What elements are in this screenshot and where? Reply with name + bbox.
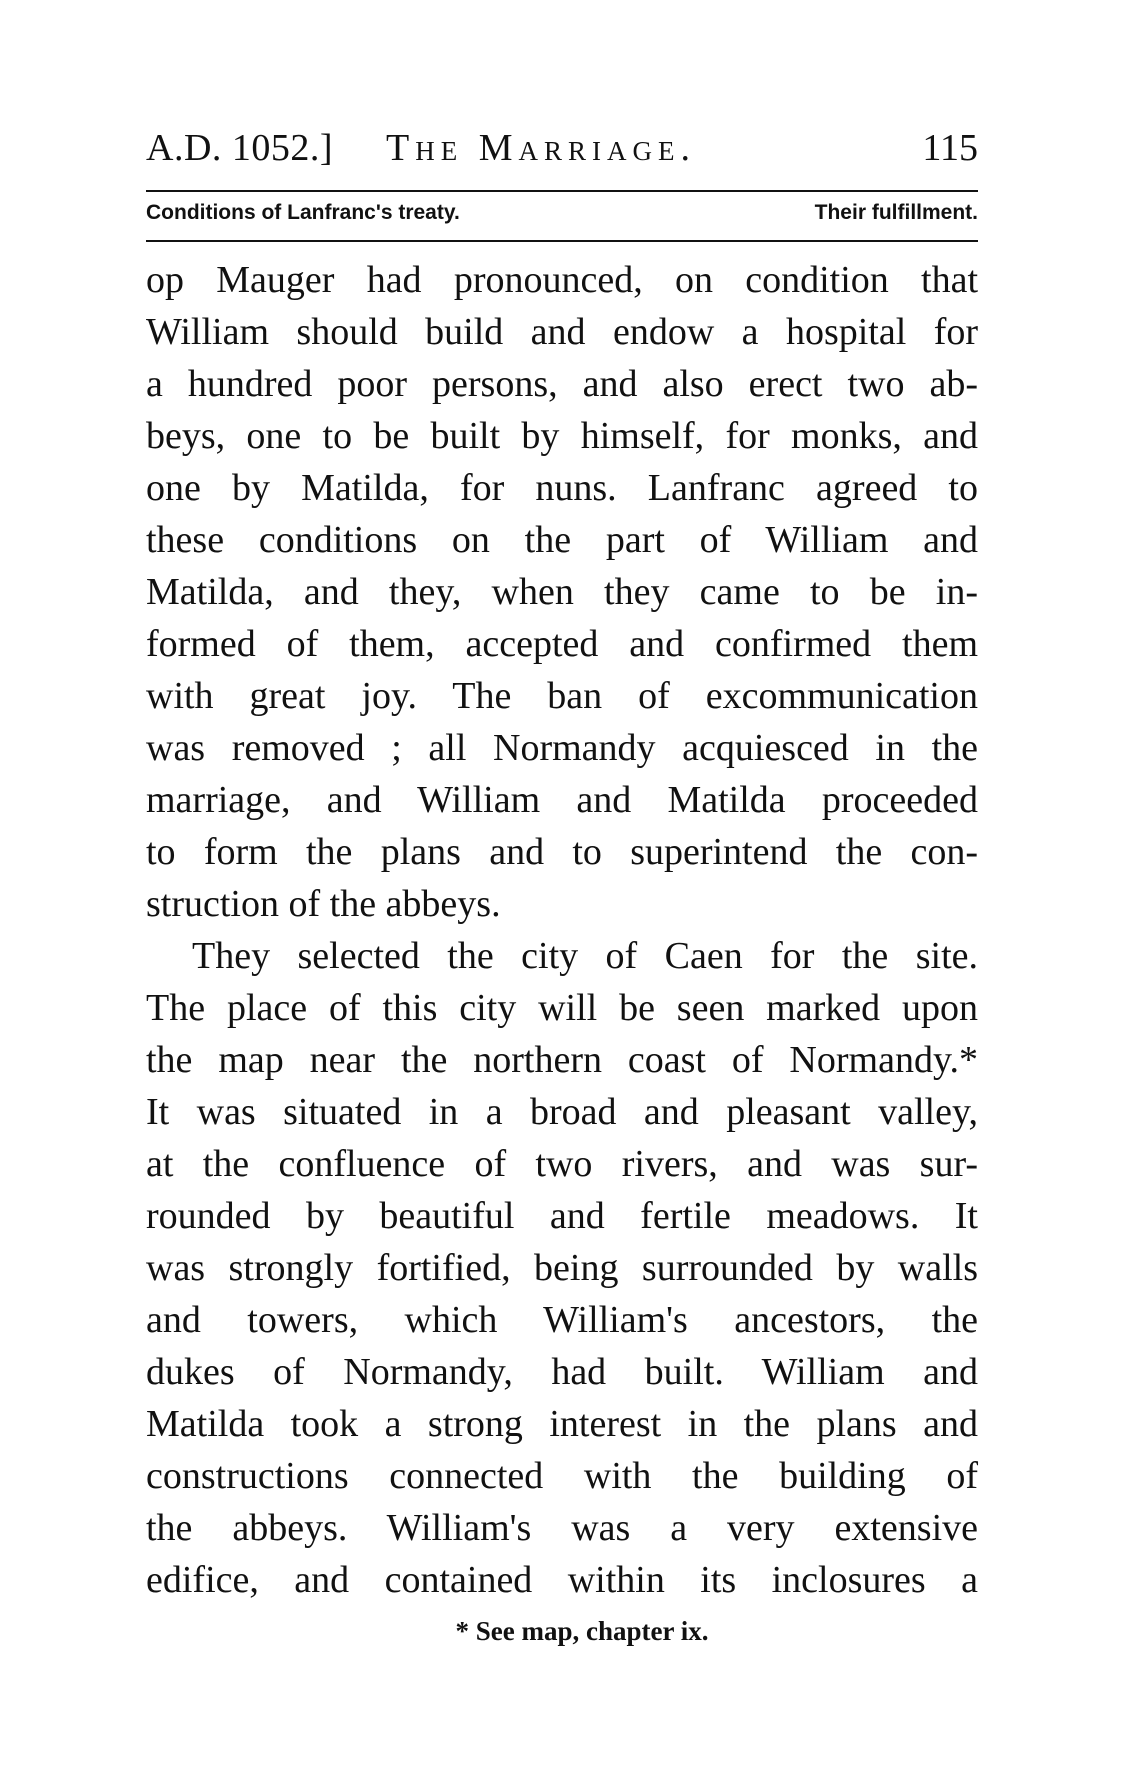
footnote-text: * See map, chapter ix. [455, 1616, 709, 1646]
body-text [146, 254, 978, 1606]
text-line: rounded by beautiful and fertile meadows. It [146, 1195, 978, 1237]
text-line: formed of them, accepted and confirmed them [146, 623, 978, 665]
text-line: struction of the abbeys. [146, 883, 501, 925]
text-line: with great joy. The ban of excommunication [146, 675, 978, 717]
text-line: at the confluence of two rivers, and was sur- [146, 1143, 978, 1185]
text-line: It was situated in a broad and pleasant valley, [146, 1091, 978, 1133]
running-head [146, 126, 978, 174]
text-line: the abbeys. William's was a very extensive [146, 1507, 978, 1549]
text-line: one by Matilda, for nuns. Lanfranc agreed to [146, 467, 978, 509]
page-number: 115 [922, 127, 978, 169]
text-line: William should build and endow a hospital for [146, 311, 978, 353]
text-line: and towers, which William's ancestors, the [146, 1299, 978, 1341]
text-line: The place of this city will be seen marked upon [146, 987, 978, 1029]
text-line: was strongly fortified, being surrounded by walls [146, 1247, 978, 1289]
text-line: was removed ; all Normandy acquiesced in the [146, 727, 978, 769]
header-date: A.D. 1052.] [146, 127, 334, 169]
text-line: the map near the northern coast of Normandy.* [146, 1039, 978, 1081]
subheader-right: Their fulfillment. [814, 201, 978, 224]
header-rule-bottom [146, 240, 978, 242]
footnote [146, 1616, 978, 1647]
paragraph-1 [146, 254, 978, 930]
text-line: op Mauger had pronounced, on condition that [146, 259, 978, 301]
text-line: Matilda, and they, when they came to be in- [146, 571, 978, 613]
subheader [146, 201, 978, 231]
text-line: marriage, and William and Matilda proceeded [146, 779, 978, 821]
text-line: Matilda took a strong interest in the plans and [146, 1403, 978, 1445]
subheader-left: Conditions of Lanfranc's treaty. [146, 201, 460, 224]
paragraph-2 [146, 930, 978, 1606]
header-rule-top [146, 190, 978, 192]
text-line: to form the plans and to superintend the con- [146, 831, 978, 873]
text-line: edifice, and contained within its inclosures a [146, 1559, 978, 1601]
text-line: these conditions on the part of William and [146, 519, 978, 561]
text-line: constructions connected with the building of [146, 1455, 978, 1497]
text-line: a hundred poor persons, and also erect two ab- [146, 363, 978, 405]
text-line: beys, one to be built by himself, for monks, and [146, 415, 978, 457]
text-line: They selected the city of Caen for the site. [192, 935, 978, 977]
text-line: dukes of Normandy, had built. William and [146, 1351, 978, 1393]
chapter-title: The Marriage. [386, 127, 696, 169]
